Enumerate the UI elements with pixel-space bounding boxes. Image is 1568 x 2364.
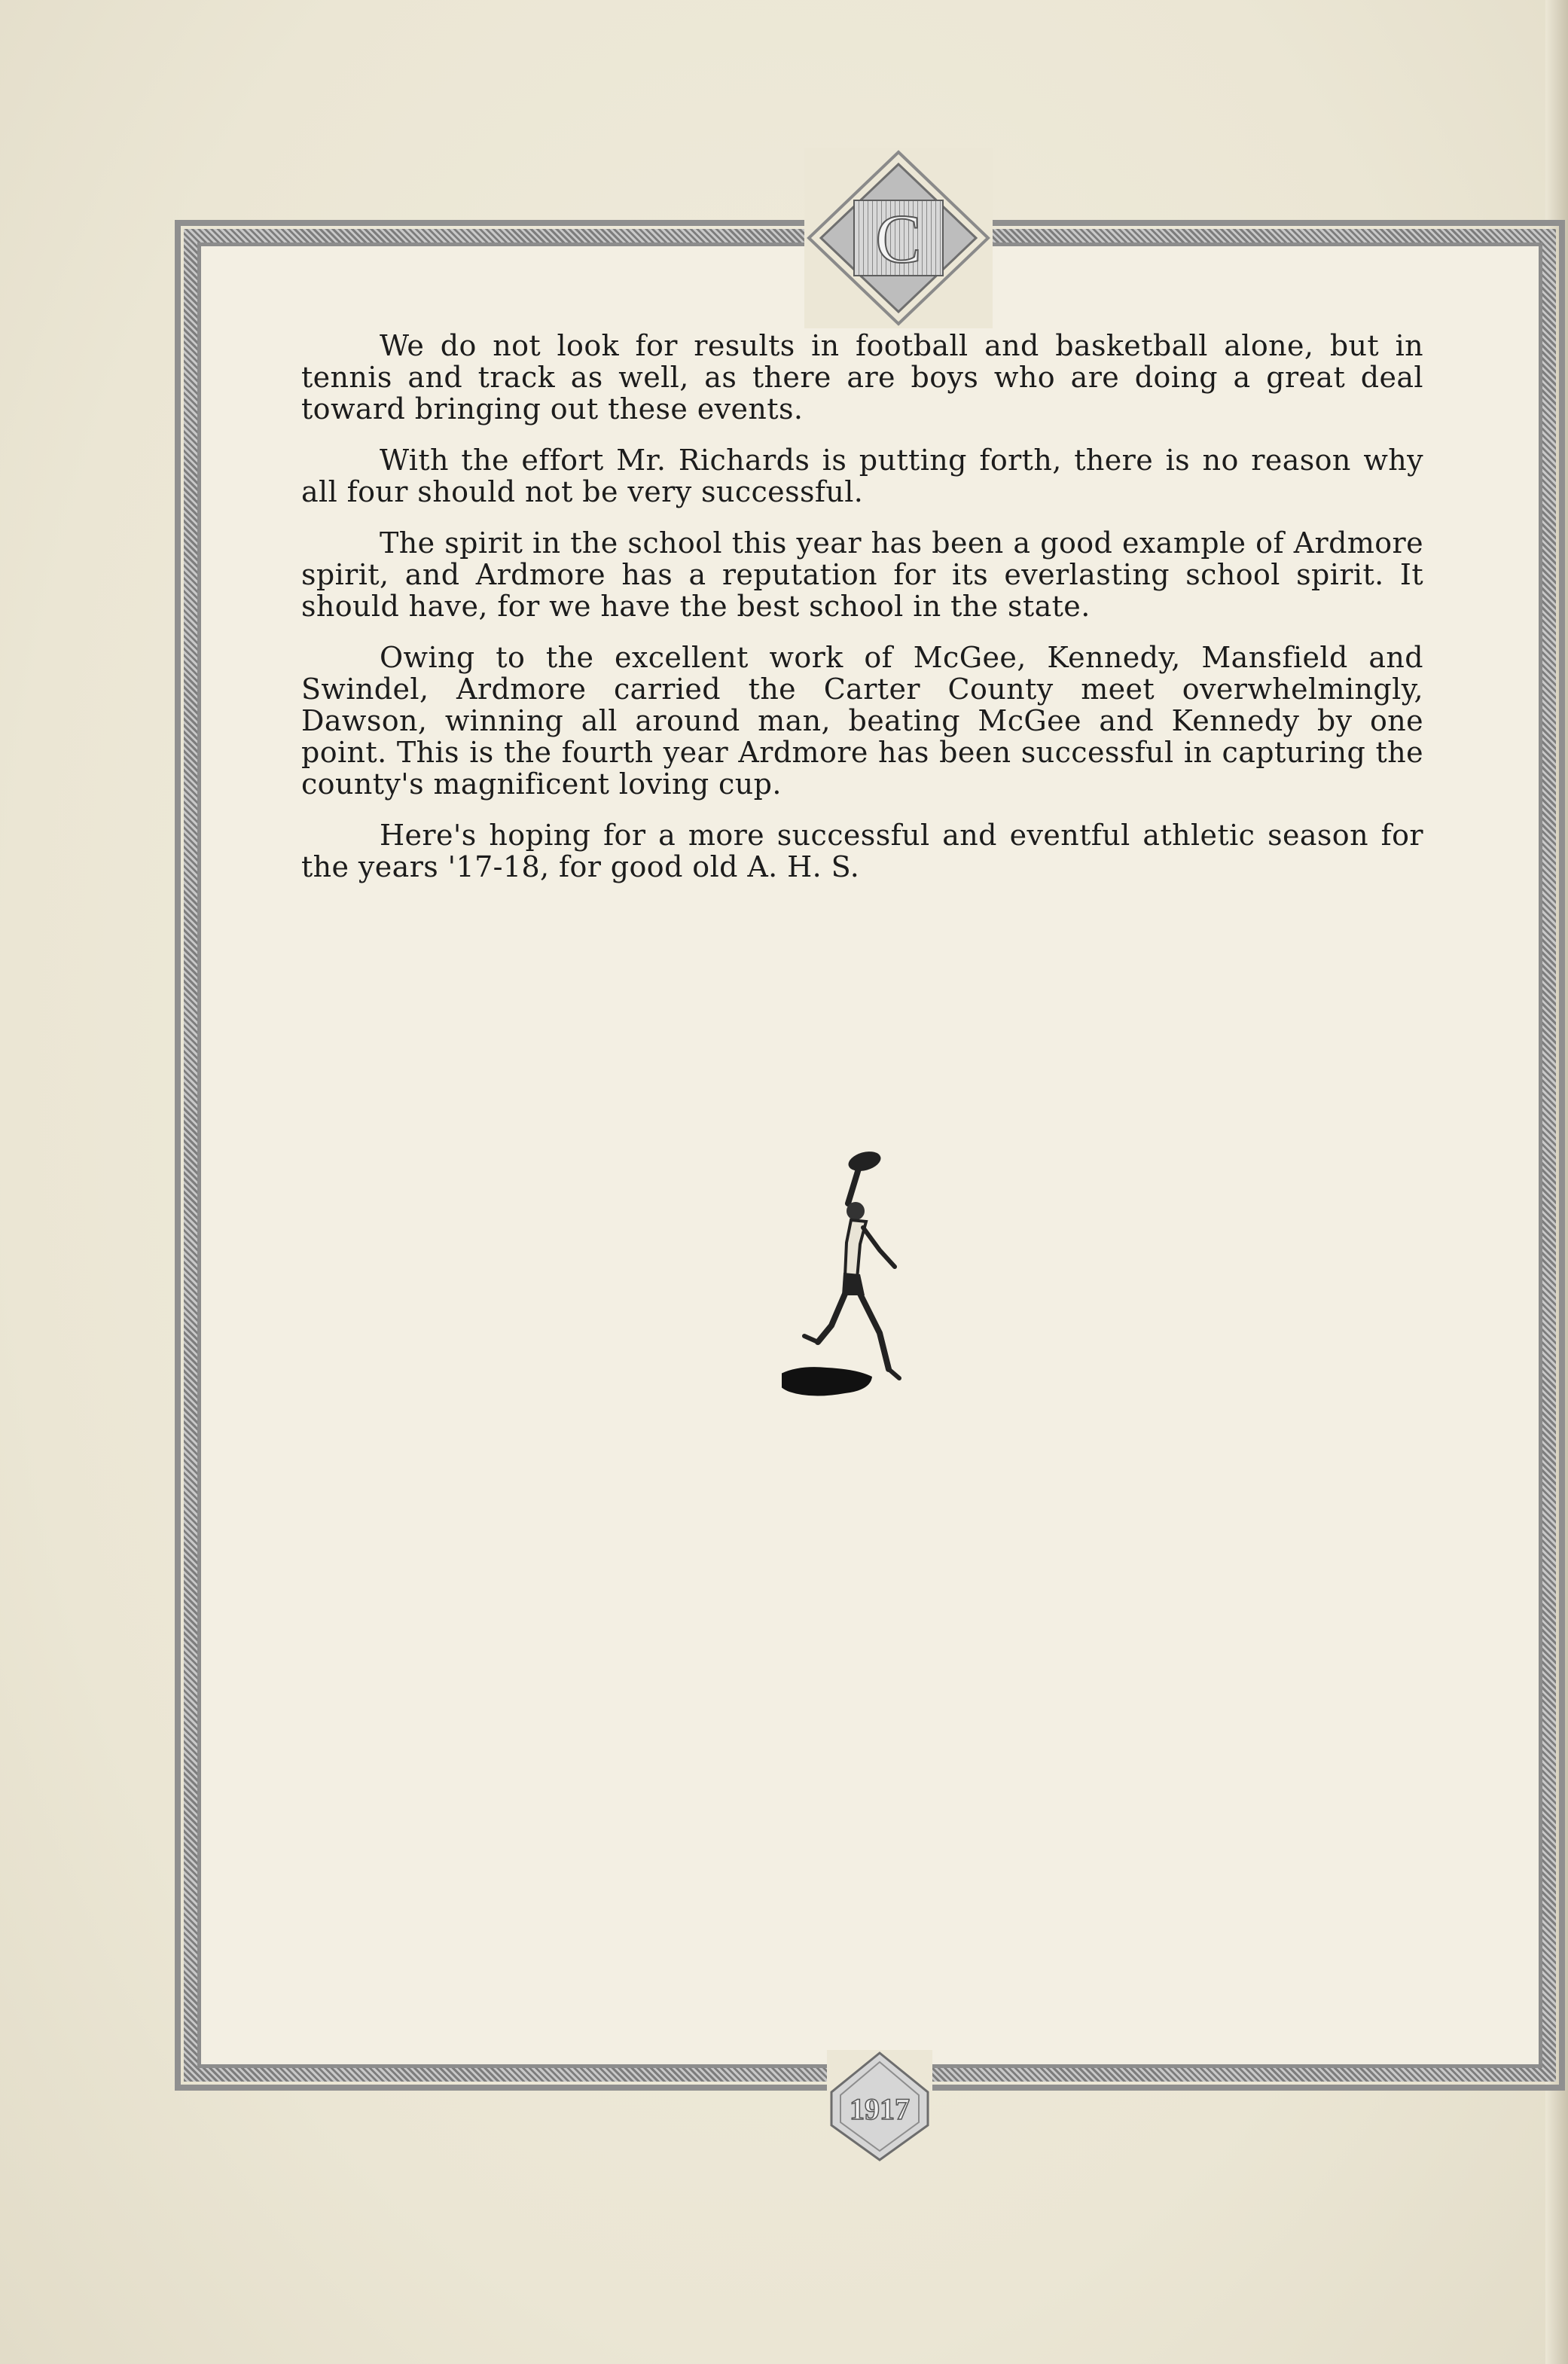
paragraph: The spirit in the school this year has been a good example of Ardmore spirit, and Ardmore has a reputation for its everlasting school spirit. It should have, for we have the best school in the state. bbox=[301, 526, 1423, 623]
c-emblem-icon bbox=[804, 148, 993, 328]
top-emblem bbox=[804, 148, 993, 328]
paragraph: Here's hoping for a more successful and eventful athletic season for the years '17-18, for good old A. H. S. bbox=[301, 819, 1423, 883]
runner-icon bbox=[782, 1145, 932, 1416]
paragraph: We do not look for results in football and basketball alone, but in tennis and track as well, as there are boys who are doing a great deal toward bringing out these events. bbox=[301, 329, 1423, 426]
article-body bbox=[301, 330, 1423, 902]
paragraph: With the effort Mr. Richards is putting forth, there is no reason why all four should not be very successful. bbox=[301, 444, 1423, 508]
paragraph: Owing to the excellent work of McGee, Kennedy, Mansfield and Swindel, Ardmore carried the Carter County meet overwhelmingly, Dawson, winning all around man, beating McGee and Kennedy by one point. This is the fourth year Ardmore has been successful in capturing the county's magnificent loving cup. bbox=[301, 641, 1423, 801]
emblem-year: 1917 bbox=[850, 2092, 910, 2126]
emblem-letter: C bbox=[875, 200, 922, 277]
bottom-emblem bbox=[827, 2050, 932, 2163]
runner-illustration bbox=[782, 1145, 932, 1416]
year-emblem-icon bbox=[827, 2050, 932, 2163]
